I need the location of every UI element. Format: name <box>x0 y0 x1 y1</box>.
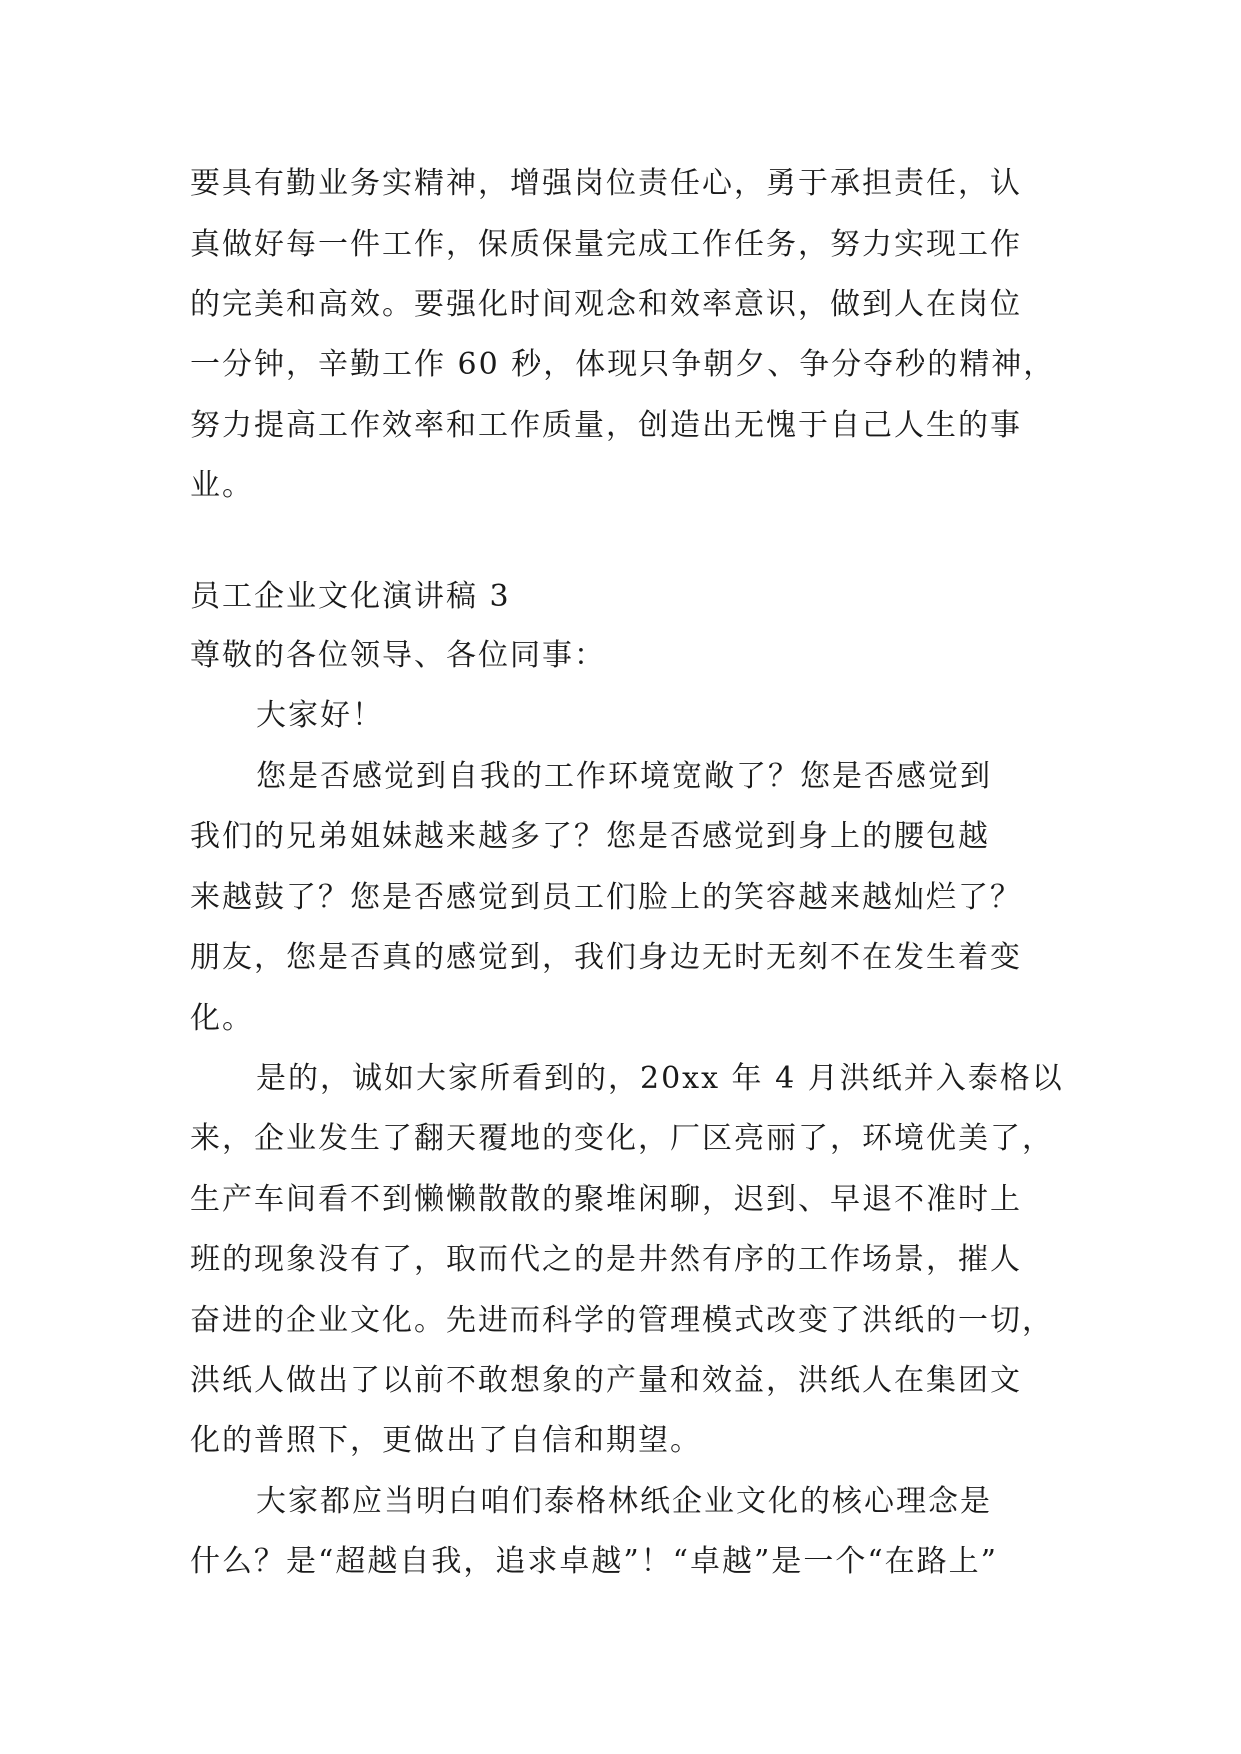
paragraph-line: 要具有勤业务实精神，增强岗位责任心，勇于承担责任，认 <box>190 166 1022 201</box>
paragraph-line: 班的现象没有了，取而代之的是井然有序的工作场景，摧人 <box>190 1242 1022 1277</box>
paragraph-line: 来，企业发生了翻天覆地的变化，厂区亮丽了，环境优美了， <box>190 1121 1054 1156</box>
paragraph-line: 是的，诚如大家所看到的，20xx 年 4 月洪纸并入泰格以 <box>256 1061 1064 1096</box>
paragraph-line: 什么？是“超越自我，追求卓越”！“卓越”是一个“在路上” <box>190 1544 999 1579</box>
paragraph-line: 洪纸人做出了以前不敢想象的产量和效益，洪纸人在集团文 <box>190 1363 1022 1398</box>
paragraph-line: 真做好每一件工作，保质保量完成工作任务，努力实现工作 <box>190 227 1022 262</box>
paragraph-line: 您是否感觉到自我的工作环境宽敞了？您是否感觉到 <box>256 759 992 794</box>
paragraph-line: 我们的兄弟姐妹越来越多了？您是否感觉到身上的腰包越 <box>190 819 990 854</box>
paragraph-line: 大家都应当明白咱们泰格林纸企业文化的核心理念是 <box>256 1484 992 1519</box>
paragraph-line: 朋友，您是否真的感觉到，我们身边无时无刻不在发生着变 <box>190 940 1022 975</box>
paragraph-line: 来越鼓了？您是否感觉到员工们脸上的笑容越来越灿烂了？ <box>190 880 1022 915</box>
salutation: 尊敬的各位领导、各位同事： <box>190 638 606 673</box>
paragraph-line: 化的普照下，更做出了自信和期望。 <box>190 1423 702 1458</box>
paragraph-line: 一分钟，辛勤工作 60 秒，体现只争朝夕、争分夺秒的精神， <box>190 347 1056 382</box>
paragraph-line: 化。 <box>190 1001 254 1036</box>
paragraph-line: 努力提高工作效率和工作质量，创造出无愧于自己人生的事 <box>190 408 1022 443</box>
section-title: 员工企业文化演讲稿 3 <box>190 579 511 614</box>
paragraph-line: 的完美和高效。要强化时间观念和效率意识，做到人在岗位 <box>190 287 1022 322</box>
paragraph-line: 业。 <box>190 468 254 503</box>
paragraph-line: 生产车间看不到懒懒散散的聚堆闲聊，迟到、早退不准时上 <box>190 1182 1022 1217</box>
paragraph-line: 奋进的企业文化。先进而科学的管理模式改变了洪纸的一切， <box>190 1303 1054 1338</box>
greeting: 大家好！ <box>256 698 384 733</box>
